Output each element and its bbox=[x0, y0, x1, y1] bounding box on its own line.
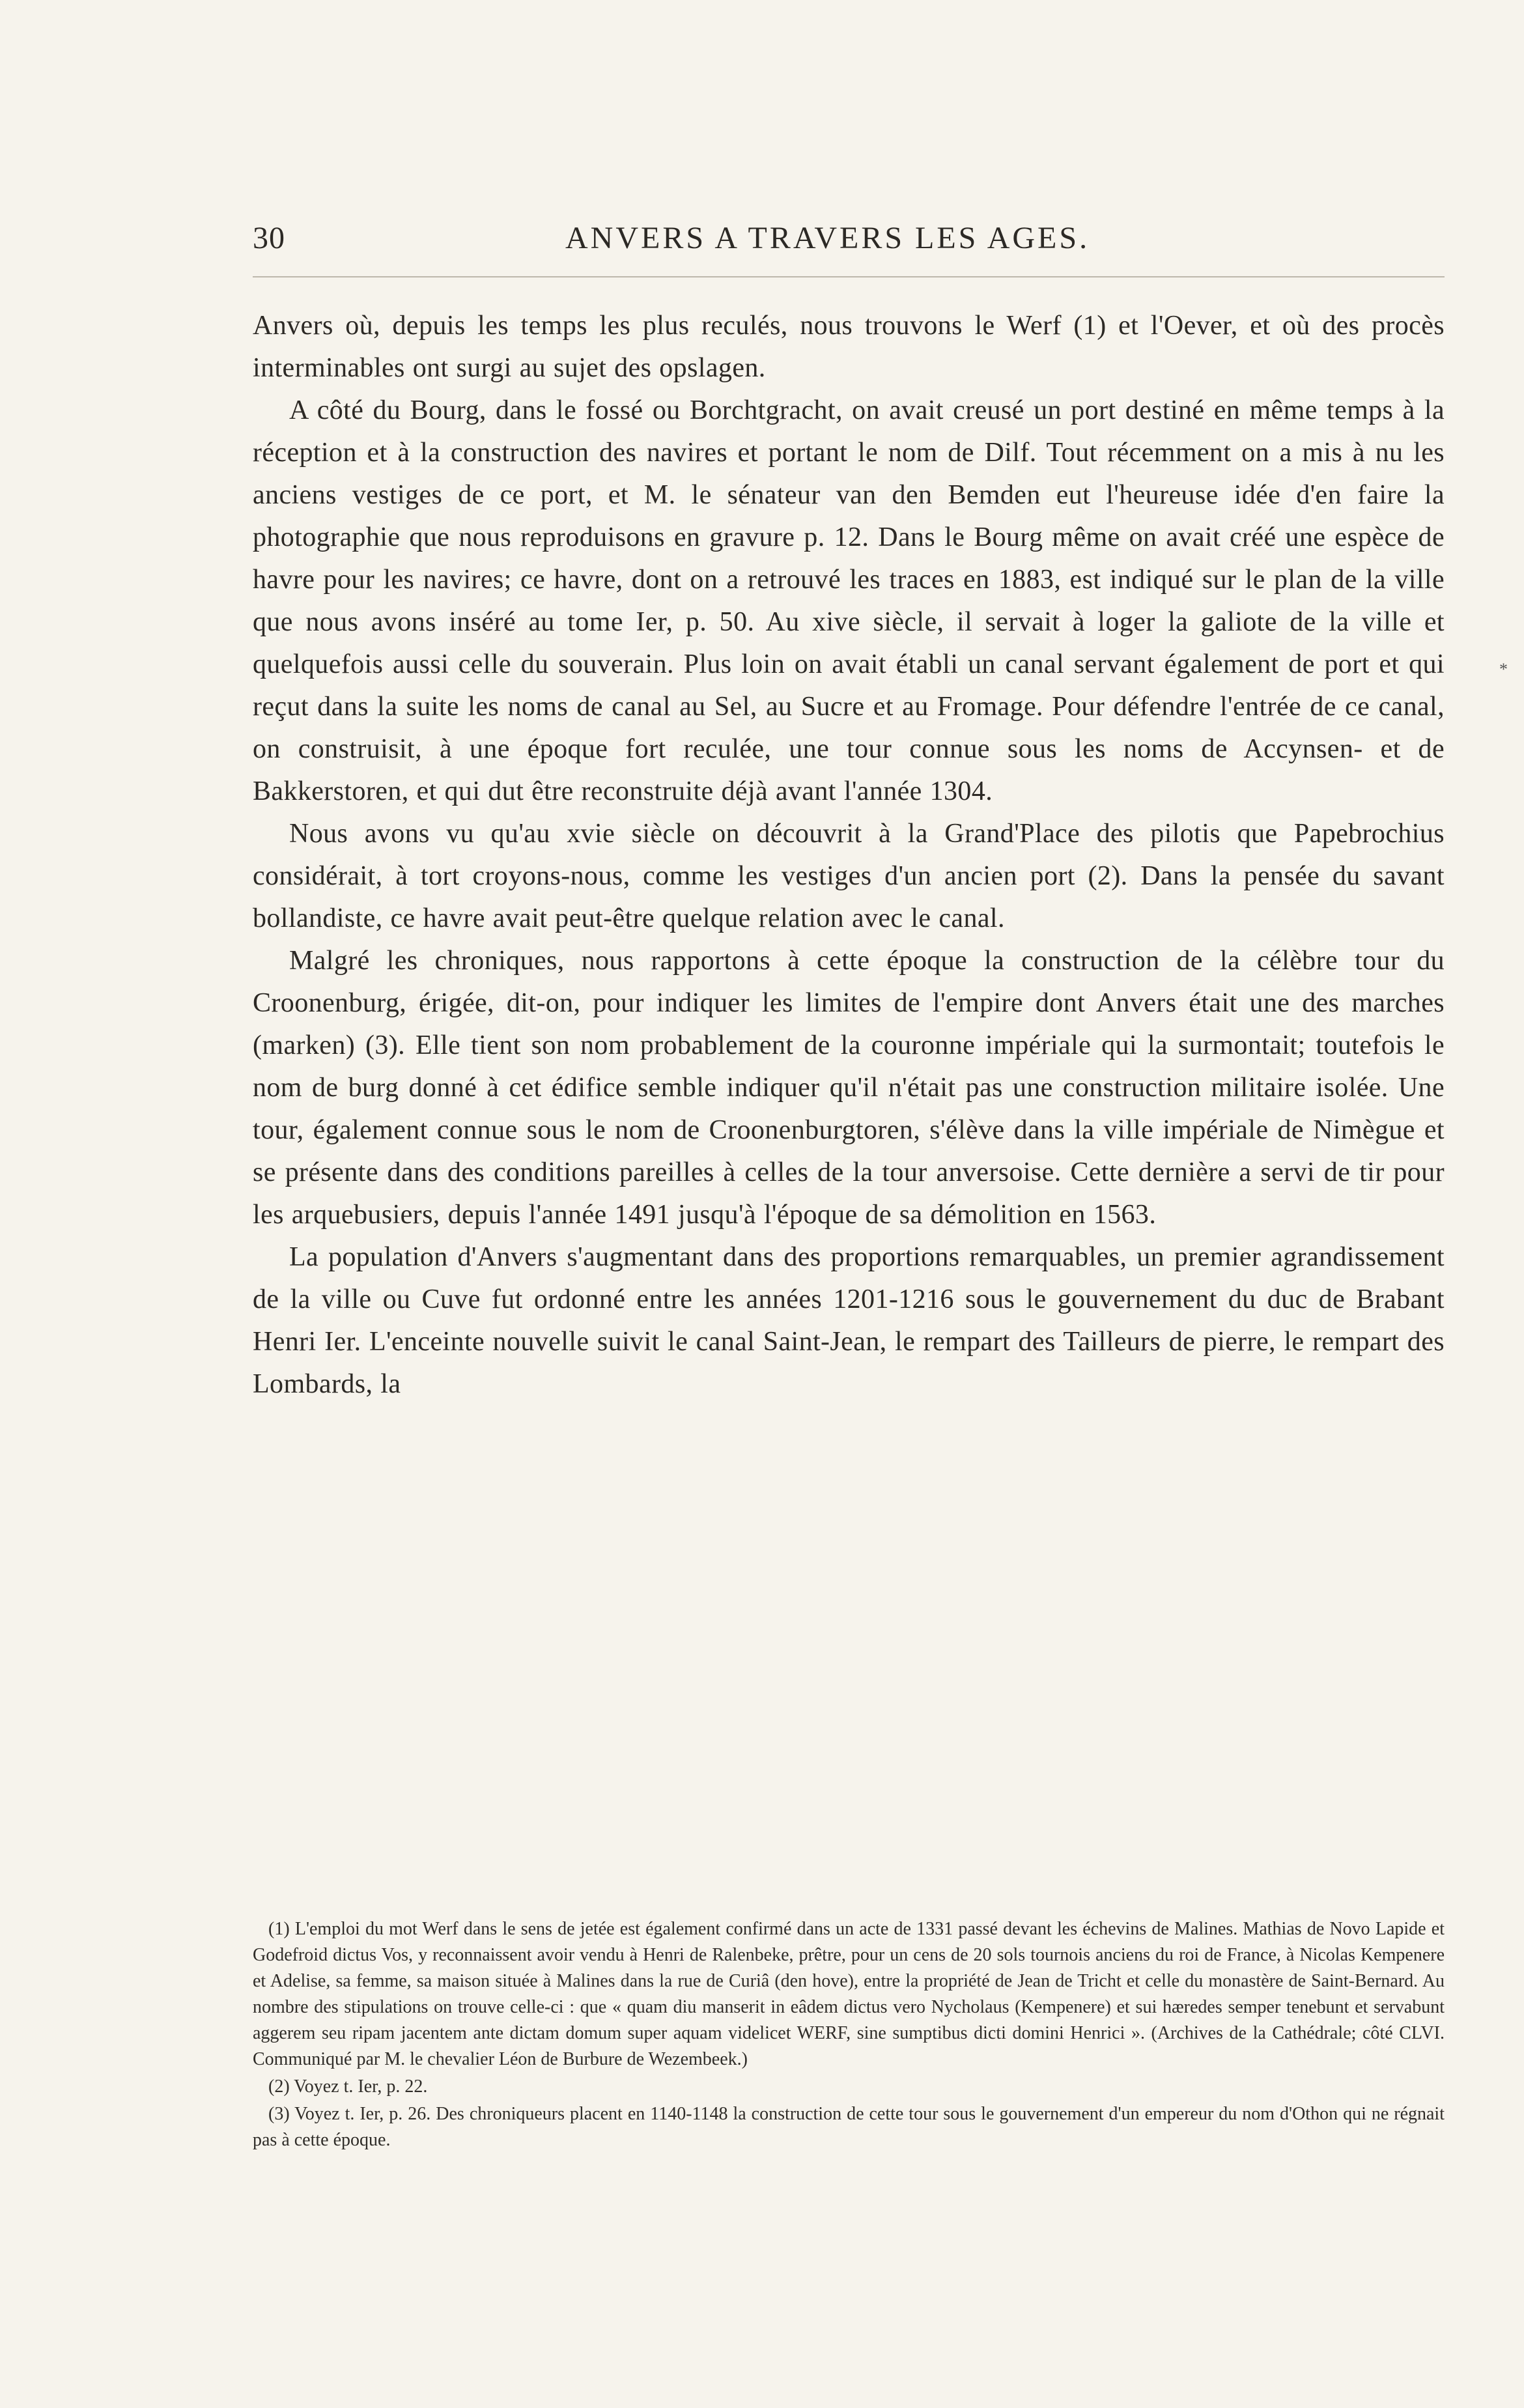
book-page bbox=[253, 215, 1445, 2150]
running-title: ANVERS A TRAVERS LES AGES. bbox=[565, 221, 1090, 255]
footnote: (3) Voyez t. Ier, p. 26. Des chroniqueurs placent en 1140-1148 la construction de cette tour sous le gouvernement d'un empereur du nom d'Othon qui ne régnait pas à cette époque. bbox=[253, 2104, 1445, 2150]
header-rule bbox=[253, 276, 1445, 277]
footnote: (1) L'emploi du mot Werf dans le sens de jetée est également confirmé dans un acte de 1331 passé devant les échevins de Malines. Mathias de Novo Lapide et Godefroid dictus Vos, y reconnaissent avoir vendu à Henri de Ralenbeke, prêtre, pour un cens de 20 sols tournois anciens du roi de France, à Nicolas Kempenere et Adelise, sa femme, sa maison située à Malines dans la rue de Curiâ (den hove), entre la propriété de Jean de Tricht et celle du monastère de Saint-Bernard. Au nombre des stipulations on trouve celle-ci : que « quam diu manserit in eâdem dictus vero Nycholaus (Kempenere) et sui hæredes semper tenebunt et servabunt aggerem seu ripam jacentem ante dictam domum super aquam videlicet WERF, sine sumptibus dicti domini Henrici ». (Archives de la Cathédrale; côté CLVI. Communiqué par M. le chevalier Léon de Burbure de Wezembeek.) bbox=[253, 1919, 1445, 2069]
margin-mark: * bbox=[1499, 660, 1508, 679]
paragraph: La population d'Anvers s'augmentant dans des proportions remarquables, un premier agrandissement de la ville ou Cuve fut ordonné entre les années 1201-1216 sous le gouvernement du duc de Brabant Henri Ier. L'enceinte nouvelle suivit le canal Saint-Jean, le rempart des Tailleurs de pierre, le rempart des Lombards, la bbox=[253, 1242, 1445, 1399]
paragraph: Malgré les chroniques, nous rapportons à cette époque la construction de la célèbre tour du Croonenburg, érigée, dit-on, pour indiquer les limites de l'empire dont Anvers était une des marches (marken) (3). Elle tient son nom probablement de la couronne impériale qui la surmontait; toutefois le nom de burg donné à cet édifice semble indiquer qu'il n'était pas une construction militaire isolée. Une tour, également connue sous le nom de Croonenburgtoren, s'élève dans la ville impériale de Nimègue et se présente dans des conditions pareilles à celles de la tour anversoise. Cette dernière a servi de tir pour les arquebusiers, depuis l'année 1491 jusqu'à l'époque de sa démolition en 1563. bbox=[253, 946, 1445, 1230]
page-number: 30 bbox=[253, 221, 285, 255]
footnotes bbox=[253, 1916, 1445, 2155]
paragraph: A côté du Bourg, dans le fossé ou Borchtgracht, on avait creusé un port destiné en même temps à la réception et à la construction des navires et portant le nom de Dilf. Tout récemment on a mis à nu les anciens vestiges de ce port, et M. le sénateur van den Bemden eut l'heureuse idée d'en faire la photographie que nous reproduisons en gravure p. 12. Dans le Bourg même on avait créé une espèce de havre pour les navires; ce havre, dont on a retrouvé les traces en 1883, est indiqué sur le plan de la ville que nous avons inséré au tome Ier, p. 50. Au xive siècle, il servait à loger la galiote de la ville et quelquefois aussi celle du souverain. Plus loin on avait établi un canal servant également de port et qui reçut dans la suite les noms de canal au Sel, au Sucre et au Fromage. Pour défendre l'entrée de ce canal, on construisit, à une époque fort reculée, une tour connue sous les noms de Accynsen- et de Bakkerstoren, et qui dut être reconstruite déjà avant l'année 1304. bbox=[253, 395, 1445, 806]
page-header bbox=[253, 215, 1445, 261]
body-text bbox=[253, 305, 1445, 1406]
footnote: (2) Voyez t. Ier, p. 22. bbox=[268, 2076, 428, 2097]
paragraph: Nous avons vu qu'au xvie siècle on découvrit à la Grand'Place des pilotis que Papebrochius considérait, à tort croyons-nous, comme les vestiges d'un ancien port (2). Dans la pensée du savant bollandiste, ce havre avait peut-être quelque relation avec le canal. bbox=[253, 819, 1445, 933]
paragraph: Anvers où, depuis les temps les plus reculés, nous trouvons le Werf (1) et l'Oever, et où des procès interminables ont surgi au sujet des opslagen. bbox=[253, 311, 1445, 383]
